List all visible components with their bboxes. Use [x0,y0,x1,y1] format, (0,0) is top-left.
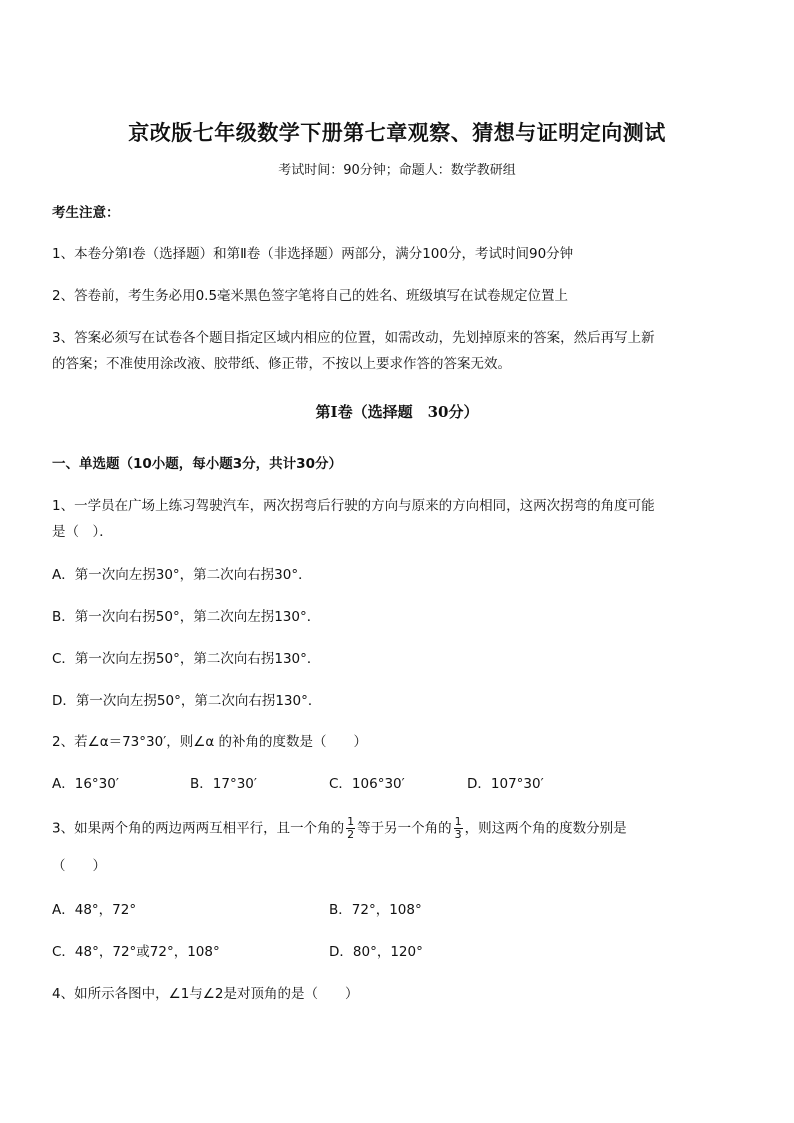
notice-item-2: 2、答卷前，考生务必用0.5毫米黑色签字笔将自己的姓名、班级填写在试卷规定位置上 [52,288,569,304]
q1-option-d: D．第一次向左拐50°，第二次向右拐130°． [52,693,322,709]
q3-option-d: D．80°，120° [329,944,423,960]
part1-heading: 第Ⅰ卷（选择题 30分） [315,403,479,421]
q3-option-b: B．72°，108° [329,902,422,918]
document-subtitle: 考试时间：90分钟；命题人：数学教研组 [278,163,516,178]
notice-item-1: 1、本卷分第Ⅰ卷（选择题）和第Ⅱ卷（非选择题）两部分，满分100分，考试时间90分钟 [52,246,574,262]
q3-stem-continued: （ ） [52,858,106,874]
q3-stem [52,816,627,841]
q1-option-b: B．第一次向右拐50°，第二次向左拐130°． [52,609,321,625]
q1-stem-continued: 是（ ）． [52,524,113,540]
document-title: 京改版七年级数学下册第七章观察、猜想与证明定向测试 [128,120,666,145]
notice-heading: 考生注意： [52,205,120,221]
q1-stem: 1、一学员在广场上练习驾驶汽车，两次拐弯后行驶的方向与原来的方向相同，这两次拐弯的角度可能 [52,498,655,514]
q2-option-c: C．106°30′ [329,776,405,792]
q1-option-c: C．第一次向左拐50°，第二次向右拐130°． [52,651,321,667]
q3-option-a: A．48°，72° [52,902,137,918]
fraction-denominator: 2 [347,828,355,841]
fraction-denominator: 3 [454,828,462,841]
q2-stem: 2、若∠α＝73°30′，则∠α 的补角的度数是（ ） [52,734,368,750]
q3-stem-part-b: 等于另一个角的 [357,820,452,837]
q3-option-c: C．48°，72°或72°，108° [52,944,220,960]
q3-stem-part-a: 3、如果两个角的两边两两互相平行，且一个角的 [52,820,345,837]
notice-item-3-continued: 的答案；不准使用涂改液、胶带纸、修正带，不按以上要求作答的答案无效。 [52,356,511,372]
fraction-numerator: 1 [454,815,462,828]
fraction-one-half [346,816,355,841]
q4-stem: 4、如所示各图中，∠1与∠2是对顶角的是（ ） [52,986,359,1002]
q3-stem-part-c: ，则这两个角的度数分别是 [464,820,627,837]
fraction-one-third [454,816,463,841]
q2-option-b: B．17°30′ [190,776,257,792]
fraction-numerator: 1 [347,815,355,828]
q2-option-a: A．16°30′ [52,776,119,792]
notice-item-3: 3、答案必须写在试卷各个题目指定区域内相应的位置，如需改动，先划掉原来的答案，然后再写上新 [52,330,655,346]
section-heading-single-choice: 一、单选题（10小题，每小题3分，共计30分） [52,456,342,472]
q1-option-a: A．第一次向左拐30°，第二次向右拐30°． [52,567,312,583]
q2-option-d: D．107°30′ [467,776,544,792]
